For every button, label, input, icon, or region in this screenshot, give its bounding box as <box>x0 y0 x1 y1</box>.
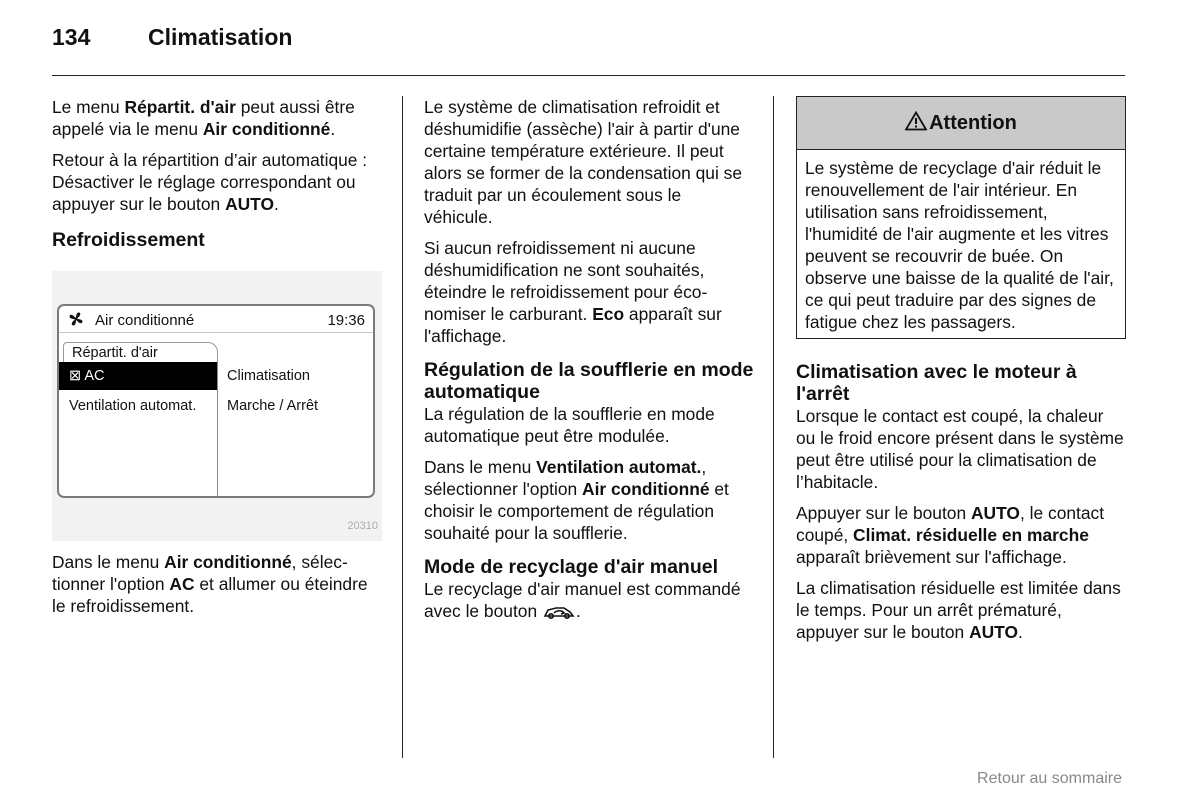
air-recirculation-icon <box>542 604 576 620</box>
paragraph: Appuyer sur le bouton AUTO, le contact coupé, Climat. résiduelle en marche apparaît brièvement sur l'affichage. <box>796 503 1105 567</box>
page-number: 134 <box>52 24 91 50</box>
column-left <box>52 96 382 626</box>
paragraph: Retour à la répartition d’air automatique : Désactiver le réglage correspondant ou appuyer sur le bouton AUTO. <box>52 150 368 214</box>
display-screen <box>57 304 375 498</box>
warning-triangle-icon <box>905 111 927 131</box>
menu-row-ac: ⊠ AC <box>59 362 217 390</box>
page-title: Climatisation <box>148 24 293 50</box>
screen-header <box>59 306 373 333</box>
paragraph: Si aucun refroidissement ni aucune déshumidification ne sont souhaités, éteindre le refroidissement pour économiser le carburant. Eco apparaît sur l'affichage. <box>424 238 722 346</box>
screen-title: Air conditionné <box>95 312 195 329</box>
back-to-contents-link[interactable]: Retour au sommaire <box>977 770 1122 787</box>
column-middle <box>424 96 754 631</box>
section-heading: Climatisation avec le moteur à l'arrêt <box>796 361 1077 405</box>
attention-title: Attention <box>929 112 1017 134</box>
paragraph: Lorsque le contact est coupé, la chaleur ou le froid encore présent dans le système peut être utilisé pour la climatisation de l’habitacle. <box>796 406 1124 492</box>
paragraph: Dans le menu Air conditionné, sélectionner l'option AC et allumer ou éteindre le refroidissement. <box>52 552 368 616</box>
paragraph: Le menu Répartit. d'air peut aussi être appelé via le menu Air conditionné. <box>52 97 355 139</box>
menu-divider <box>217 362 218 496</box>
header-divider <box>52 75 1125 76</box>
paragraph: Dans le menu Ventilation automat., sélectionner l'option Air conditionné et choisir le comportement de régulation souhaité pour la soufflerie. <box>424 457 729 543</box>
display-figure <box>52 271 382 541</box>
paragraph: Le système de climatisation refroidit et déshumidifie (assèche) l'air à partir d'une certaine température extérieure. Il peut alors se former de la condensation qui se traduit par un écoulement sous le véhicule. <box>424 97 743 227</box>
menu-row-auto-ventilation: Ventilation automat. <box>69 398 197 414</box>
attention-text: Le système de recyclage d'air réduit le renouvellement de l'air intérieur. En utilisation sans refroidissement, l'humidité de l'air augmente et les vitres peuvent se recouvrir de buée. On observe une baisse de la qualité de l'air, ce qui peut traduire par des signes de fatigue chez les passagers. <box>805 158 1114 332</box>
menu-value: Marche / Arrêt <box>227 398 319 414</box>
attention-box <box>796 96 1126 339</box>
menu-value: Climatisation <box>227 368 310 384</box>
column-right <box>796 96 1126 652</box>
column-divider <box>402 96 403 758</box>
fan-icon <box>67 310 85 328</box>
attention-header <box>797 97 1125 150</box>
paragraph: La climatisation résiduelle est limitée dans le temps. Pour un arrêt prématuré, appuyer sur le bouton AUTO. <box>796 578 1121 642</box>
section-heading: Mode de recyclage d'air manuel <box>424 556 718 578</box>
paragraph: La régulation de la soufflerie en mode automatique peut être modulée. <box>424 404 715 446</box>
paragraph: Le recyclage d'air manuel est commandé avec le bouton . <box>424 579 741 621</box>
figure-number: 20310 <box>347 520 378 532</box>
page-header <box>52 24 1125 64</box>
column-divider <box>773 96 774 758</box>
menu-tab-air-distribution: Répartit. d'air <box>63 342 218 362</box>
section-heading: Refroidissement <box>52 229 205 251</box>
clock: 19:36 <box>327 312 365 329</box>
section-heading: Régulation de la soufflerie en mode automatique <box>424 359 754 403</box>
